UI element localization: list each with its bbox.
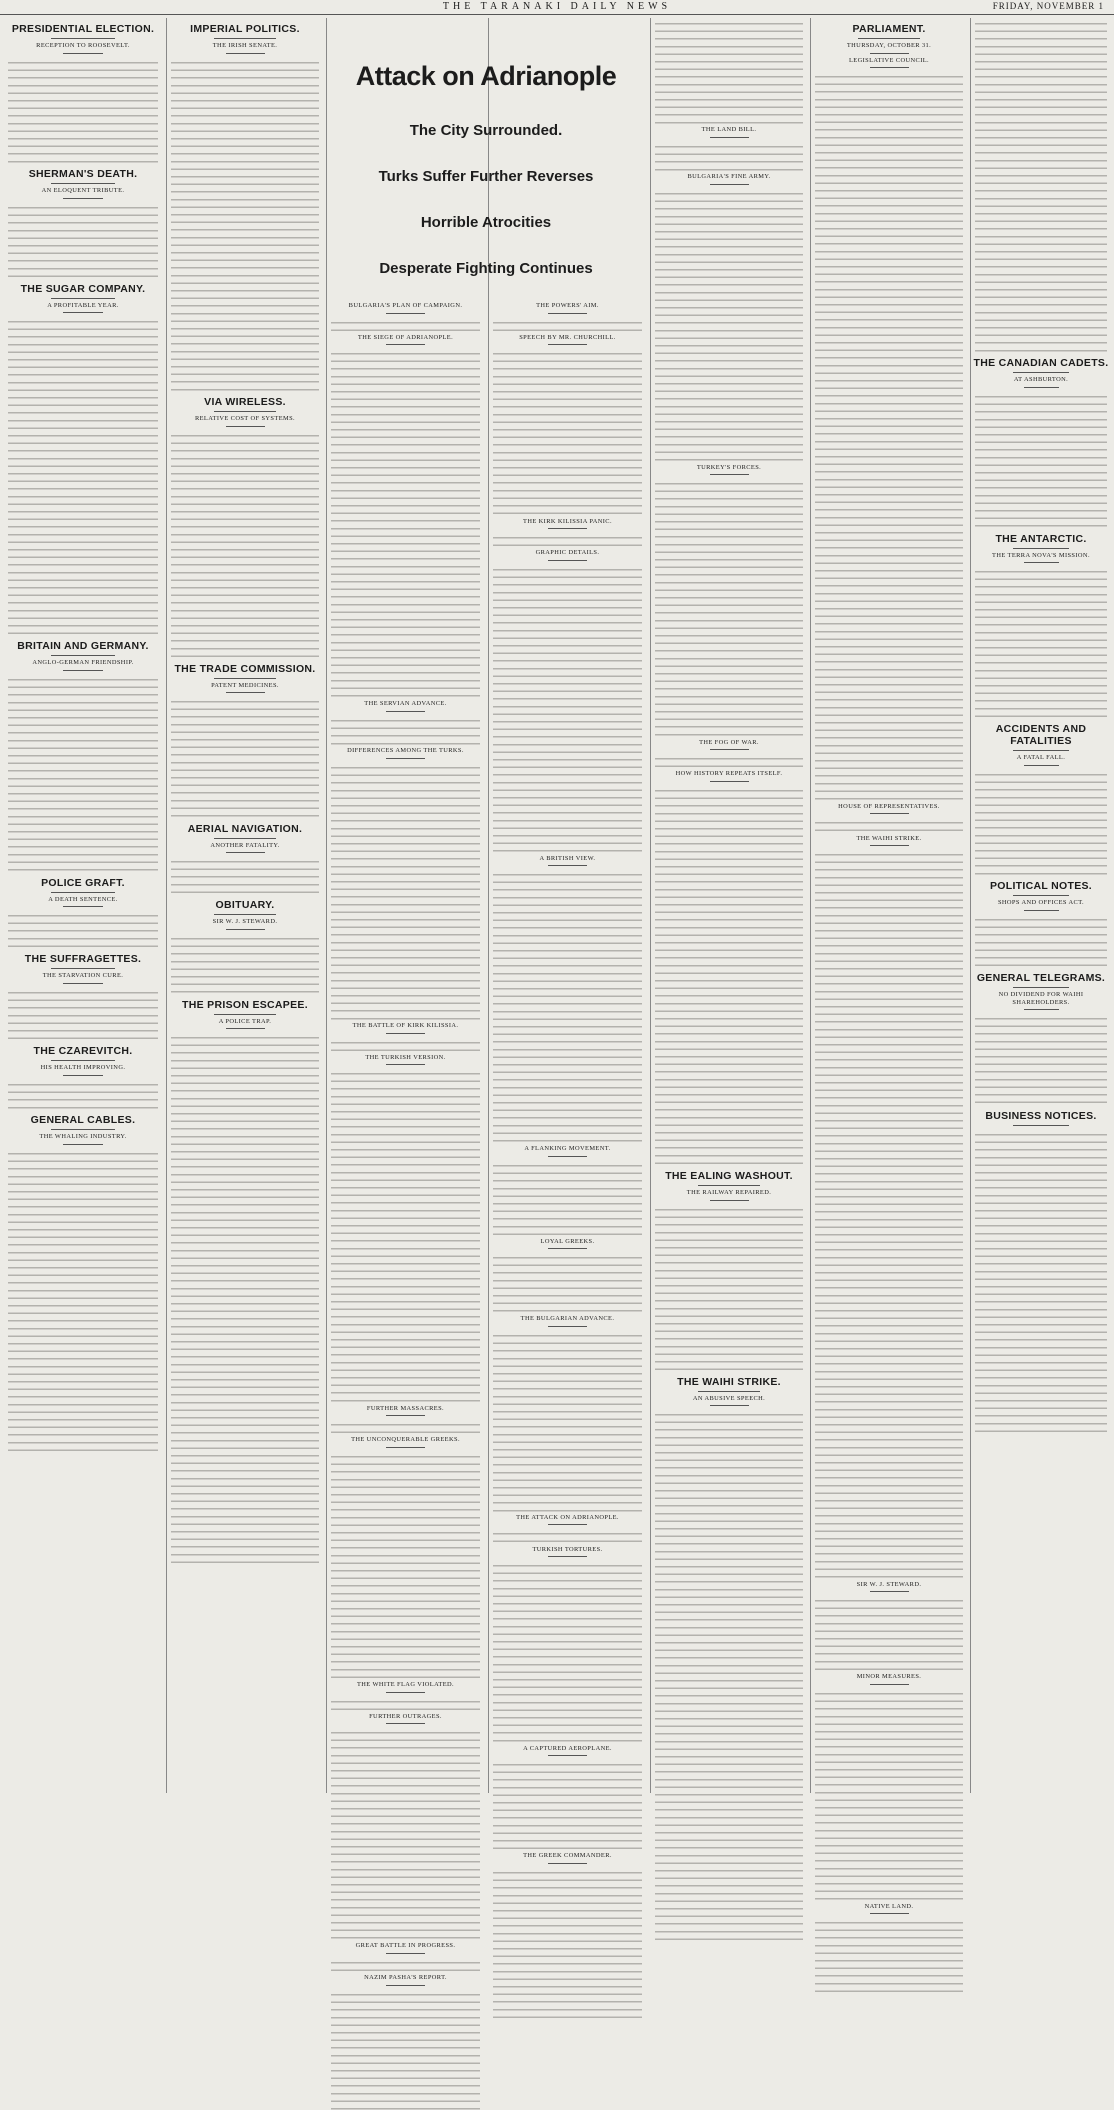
article-body [327,1037,484,1052]
article-body [811,849,967,1579]
article-subhead: THE POWERS' AIM. [536,302,599,309]
article-headline: THE TRADE COMMISSION. [174,662,316,675]
body-text-lines [331,715,480,745]
body-text-lines [975,914,1107,967]
subhead-rule [548,865,587,866]
article-headline: THE ANTARCTIC. [995,532,1087,545]
subhead-rule [386,1033,425,1034]
body-text-lines [331,1957,480,1972]
subhead-rule [226,852,265,853]
article-subhead: FURTHER OUTRAGES. [369,1712,442,1720]
body-text-lines [655,188,803,462]
body-text-lines [8,910,158,948]
body-text-lines [815,71,963,801]
article-body [489,1252,646,1313]
article-headline: OBITUARY. [215,899,275,912]
article-subhead: LOYAL GREEKS. [540,1237,595,1245]
column-7 [970,18,1111,1793]
headline-rule [214,914,276,915]
article-body [489,869,646,1143]
body-text-lines [655,478,803,736]
subhead-rule [870,813,909,814]
article-body [971,914,1111,967]
headline-rule [698,1185,760,1186]
article-subhead: THE SIEGE OF ADRIANOPLE. [357,333,454,341]
article-body [327,1068,484,1402]
article-body [489,1528,646,1543]
subhead-rule [548,1755,587,1756]
article-body [327,1451,484,1679]
article-headline: THE SUFFRAGETTES. [24,953,142,966]
article-subhead: THE BULGARIAN ADVANCE. [520,1314,615,1322]
body-text-lines [655,785,803,1165]
article-headline: THE EALING WASHOUT. [665,1169,793,1182]
article-body [489,564,646,853]
body-text-lines [815,1595,963,1671]
column-2 [166,18,323,1793]
headline-rule [1013,372,1069,373]
body-text-lines [815,1688,963,1901]
subhead-rule [63,198,103,199]
subhead-rule [548,313,587,314]
body-text-lines [493,1560,642,1742]
subhead-rule [386,1953,425,1954]
body-text-lines [8,202,158,278]
article-subhead: THE RAILWAY REPAIRED. [686,1188,772,1196]
article-body [327,348,484,698]
subhead-rule [63,906,103,907]
article-subhead: SPEECH BY MR. CHURCHILL. [519,333,616,341]
article-body [327,762,484,1020]
article-body [971,1129,1111,1433]
subhead-rule [386,1447,425,1448]
body-text-lines [331,1068,480,1402]
body-text-lines [493,1867,642,2019]
headline-rule [1013,548,1069,549]
body-text-lines [171,1032,319,1564]
article-subhead: HOUSE OF REPRESENTATIVES. [838,802,940,810]
body-text-lines [331,1696,480,1711]
article-body [811,817,967,832]
article-body [167,57,323,391]
article-subhead: NAZIM PASHA'S REPORT. [364,1974,447,1982]
subhead-rule [386,344,425,345]
subhead-rule [548,1863,587,1864]
headline-rule [698,1391,760,1392]
body-text-lines [493,564,642,853]
article-body [167,430,323,658]
subhead-rule [870,53,909,54]
article-subhead: PATENT MEDICINES. [211,681,279,689]
body-text-lines [493,869,642,1143]
feature-deck-3: Horrible Atrocities [420,214,552,231]
body-text-lines [493,317,642,332]
article-subhead: NATIVE LAND. [864,1902,914,1910]
article-body [327,1696,484,1711]
headline-rule [214,678,276,679]
article-subhead: NO DIVIDEND FOR WAIHI SHAREHOLDERS. [998,991,1084,1006]
headline-rule [1013,750,1069,751]
subhead-rule [226,929,265,930]
article-body [811,71,967,801]
subhead-rule [1024,387,1059,388]
article-body [327,1989,484,2110]
article-headline: ACCIDENTS AND FATALITIES [995,723,1087,748]
article-headline: IMPERIAL POLITICS. [190,23,300,35]
headline-rule [1013,895,1069,896]
article-headline: VIA WIRELESS. [204,395,286,408]
article-subhead: THE TURKISH VERSION. [365,1053,446,1061]
body-text-lines [975,1013,1107,1104]
body-text-lines [815,849,963,1579]
article-headline: PRESIDENTIAL ELECTION. [11,23,155,35]
article-body [651,753,807,768]
body-text-lines [493,1759,642,1850]
body-text-lines [975,1129,1107,1433]
subhead-rule [710,137,749,138]
article-subhead: A BRITISH VIEW. [539,854,596,862]
article-subhead: SHOPS AND OFFICES ACT. [997,899,1085,907]
article-body [651,1409,807,1941]
article-body [167,856,323,894]
subhead-rule [870,1913,909,1914]
columns [4,18,1110,1982]
body-text-lines [975,391,1107,528]
article-body [971,391,1111,528]
article-body [971,1013,1111,1104]
subhead-rule [226,692,265,693]
article-body [327,1419,484,1434]
article-body [4,316,162,635]
article-subhead: A FLANKING MOVEMENT. [524,1144,611,1152]
subhead-rule [870,67,909,68]
body-text-lines [655,753,803,768]
subhead-rule [63,1075,103,1076]
subhead-rule [386,1415,425,1416]
headline-rule [51,1129,114,1130]
body-text-lines [493,1528,642,1543]
subhead-rule [870,1684,909,1685]
article-body [489,532,646,547]
subhead-rule [63,983,103,984]
article-subhead: THE WAIHI STRIKE. [856,834,922,842]
article-body [489,1867,646,2019]
subhead-rule [386,1985,425,1986]
article-subhead: THE FOG OF WAR. [699,738,759,746]
article-subhead: A POLICE TRAP. [218,1017,272,1025]
subhead-rule [548,1248,587,1249]
article-subhead: AN ABUSIVE SPEECH. [692,1394,766,1402]
body-text-lines [331,1451,480,1679]
subhead-rule [710,184,749,185]
subhead-rule [1024,765,1059,766]
subhead-rule [1024,1009,1059,1010]
body-text-lines [331,317,480,332]
article-subhead: ANOTHER FATALITY. [210,841,280,849]
article-body [4,910,162,948]
article-headline: AERIAL NAVIGATION. [187,822,303,835]
article-body [489,1160,646,1236]
headline-rule [214,411,276,412]
article-body [167,1032,323,1564]
article-subhead: THE IRISH SENATE. [212,42,278,49]
subhead-rule [710,1405,749,1406]
article-body [489,317,646,332]
subhead-rule [386,711,425,712]
subhead-rule [1024,562,1059,563]
article-subhead: GREAT BATTLE IN PROGRESS. [355,1942,456,1950]
article-body [651,18,807,124]
body-text-lines [655,18,803,124]
masthead-title: THE TARANAKI DAILY NEWS [442,1,672,12]
article-headline: POLICE GRAFT. [41,876,125,889]
article-subhead: RECEPTION TO ROOSEVELT. [36,42,130,49]
subhead-rule [386,758,425,759]
article-body [167,696,323,818]
feature-deck-1: The City Surrounded. [409,122,563,139]
article-subhead: GRAPHIC DETAILS. [535,549,600,557]
subhead-rule [870,845,909,846]
article-headline: BUSINESS NOTICES. [985,1109,1097,1122]
article-subhead: SIR W. J. STEWARD. [856,1580,922,1588]
headline-rule [51,968,114,969]
feature-title: Attack on Adrianople [355,61,617,91]
article-subhead: RELATIVE COST OF SYSTEMS. [194,414,296,422]
body-text-lines [171,933,319,994]
subhead-rule [1024,910,1059,911]
article-headline: GENERAL TELEGRAMS. [976,972,1106,985]
subhead-rule [870,1591,909,1592]
body-text-lines [171,57,319,391]
article-body [651,478,807,736]
subhead-rule [226,1028,265,1029]
body-text-lines [8,57,158,163]
article-subhead: AN ELOQUENT TRIBUTE. [41,186,125,194]
column-6 [810,18,967,1910]
subhead-rule [63,670,103,671]
article-subhead: A FATAL FALL. [1016,754,1066,762]
subhead-rule [226,426,265,427]
body-text-lines [331,348,480,698]
subhead-rule [63,53,103,54]
article-body [4,202,162,278]
body-text-lines [493,1160,642,1236]
body-text-lines [8,1079,158,1109]
article-subhead: SIR W. J. STEWARD. [212,918,278,926]
headline-rule [51,183,114,184]
body-text-lines [493,1252,642,1313]
feature-headline [326,18,646,298]
article-subhead: AT ASHBURTON. [1013,376,1069,384]
body-text-lines [655,1409,803,1941]
headline-rule [214,1014,276,1015]
body-text-lines [975,769,1107,875]
article-subhead: THURSDAY, OCTOBER 31. [846,42,932,49]
subhead-rule [386,1723,425,1724]
article-headline: THE PRISON ESCAPEE. [182,998,308,1011]
headline-rule [51,1060,114,1061]
article-subhead: BULGARIA'S FINE ARMY. [687,173,771,181]
article-subhead: THE GREEK COMMANDER. [523,1852,612,1860]
subhead-rule [548,1524,587,1525]
article-body [489,1759,646,1850]
subhead-rule [386,1692,425,1693]
body-text-lines [331,1727,480,1940]
article-headline: GENERAL CABLES. [30,1113,136,1126]
headline-rule [51,298,114,299]
body-text-lines [655,1204,803,1371]
headline-rule [214,38,276,39]
article-body [4,1079,162,1109]
article-subhead: THE WHALING INDUSTRY. [39,1132,127,1140]
subhead-rule [63,312,103,313]
article-subhead: LEGISLATIVE COUNCIL. [848,56,930,64]
article-headline: THE CZAREVITCH. [33,1044,133,1057]
subhead-rule [386,313,425,314]
subhead-rule [548,344,587,345]
article-body [489,348,646,515]
article-headline: BRITAIN AND GERMANY. [17,640,149,653]
subhead-rule [710,781,749,782]
article-subhead: THE WHITE FLAG VIOLATED. [356,1681,455,1689]
headline-rule [214,838,276,839]
masthead-date: FRIDAY, NOVEMBER 1 [992,1,1104,11]
subhead-rule [226,53,265,54]
article-body [651,785,807,1165]
article-headline: THE WAIHI STRIKE. [677,1375,781,1388]
article-body [811,1688,967,1901]
article-body [971,769,1111,875]
body-text-lines [171,696,319,818]
headline-rule [858,38,920,39]
body-text-lines [8,674,158,872]
body-text-lines [171,856,319,894]
article-body [327,1727,484,1940]
body-text-lines [171,430,319,658]
article-body [327,715,484,745]
article-headline: POLITICAL NOTES. [989,880,1093,893]
body-text-lines [493,532,642,547]
subhead-rule [548,1556,587,1557]
article-subhead: THE KIRK KILISSIA PANIC. [523,517,612,525]
article-subhead: THE BATTLE OF KIRK KILISSIA. [352,1021,459,1029]
body-text-lines [8,987,158,1040]
headline-rule [51,892,114,893]
subhead-rule [548,1156,587,1157]
article-subhead: HOW HISTORY REPEATS ITSELF. [675,770,783,778]
feature-deck-4: Desperate Fighting Continues [379,260,593,277]
body-text-lines [493,348,642,515]
article-body [811,1595,967,1671]
article-subhead: ANGLO-GERMAN FRIENDSHIP. [32,659,134,667]
article-subhead: THE STARVATION CURE. [42,972,124,980]
article-subhead: HIS HEALTH IMPROVING. [40,1063,126,1071]
article-subhead: THE SERVIAN ADVANCE. [364,699,447,707]
article-body [651,188,807,462]
article-body [489,1330,646,1512]
article-body [651,141,807,171]
article-headline: PARLIAMENT. [852,23,926,35]
subhead-rule [386,1064,425,1065]
article-body [489,1560,646,1742]
article-body [167,933,323,994]
column-5 [650,18,807,1793]
article-headline: SHERMAN'S DEATH. [28,167,138,180]
article-subhead: A DEATH SENTENCE. [48,895,118,903]
subhead-rule [548,1326,587,1327]
body-text-lines [815,1917,963,1993]
article-body [327,317,484,332]
article-subhead: THE LAND BILL. [701,126,757,134]
article-body [811,1917,967,1993]
body-text-lines [493,1330,642,1512]
article-body [327,1957,484,1972]
subhead-rule [548,560,587,561]
body-text-lines [815,817,963,832]
body-text-lines [331,1037,480,1052]
article-headline: THE SUGAR COMPANY. [20,282,146,295]
body-text-lines [8,1148,158,1452]
article-subhead: TURKISH TORTURES. [532,1545,603,1553]
body-text-lines [331,762,480,1020]
article-headline: THE CANADIAN CADETS. [973,357,1109,370]
headline-rule [1013,1125,1069,1126]
article-body [4,987,162,1040]
masthead [0,0,1114,15]
subhead-rule [63,1144,103,1145]
body-text-lines [331,1989,480,2110]
column-1 [4,18,162,1793]
headline-rule [51,38,114,39]
article-subhead: DIFFERENCES AMONG THE TURKS. [347,746,464,754]
body-text-lines [331,1419,480,1434]
article-subhead: THE UNCONQUERABLE GREEKS. [351,1436,460,1444]
article-subhead: A PROFITABLE YEAR. [47,301,119,309]
body-text-lines [8,316,158,635]
article-body [651,1204,807,1371]
article-subhead: TURKEY'S FORCES. [696,463,762,471]
subhead-rule [710,749,749,750]
headline-rule [1013,987,1069,988]
subhead-rule [710,474,749,475]
article-subhead: THE TERRA NOVA'S MISSION. [992,551,1090,559]
article-body [4,1148,162,1452]
article-subhead: THE ATTACK ON ADRIANOPLE. [516,1513,619,1521]
subhead-rule [548,528,587,529]
article-body [4,674,162,872]
body-text-lines [655,141,803,171]
article-body [4,57,162,163]
feature-deck-2: Turks Suffer Further Reverses [378,168,594,185]
article-subhead: A CAPTURED AEROPLANE. [523,1744,612,1752]
article-subhead: MINOR MEASURES. [856,1673,922,1681]
body-text-lines [975,566,1107,718]
body-text-lines [975,18,1107,352]
article-body [971,566,1111,718]
article-subhead: BULGARIA'S PLAN OF CAMPAIGN. [348,302,463,309]
article-body [971,18,1111,352]
subhead-rule [710,1200,749,1201]
article-subhead: FURTHER MASSACRES. [366,1404,445,1412]
headline-rule [51,655,114,656]
